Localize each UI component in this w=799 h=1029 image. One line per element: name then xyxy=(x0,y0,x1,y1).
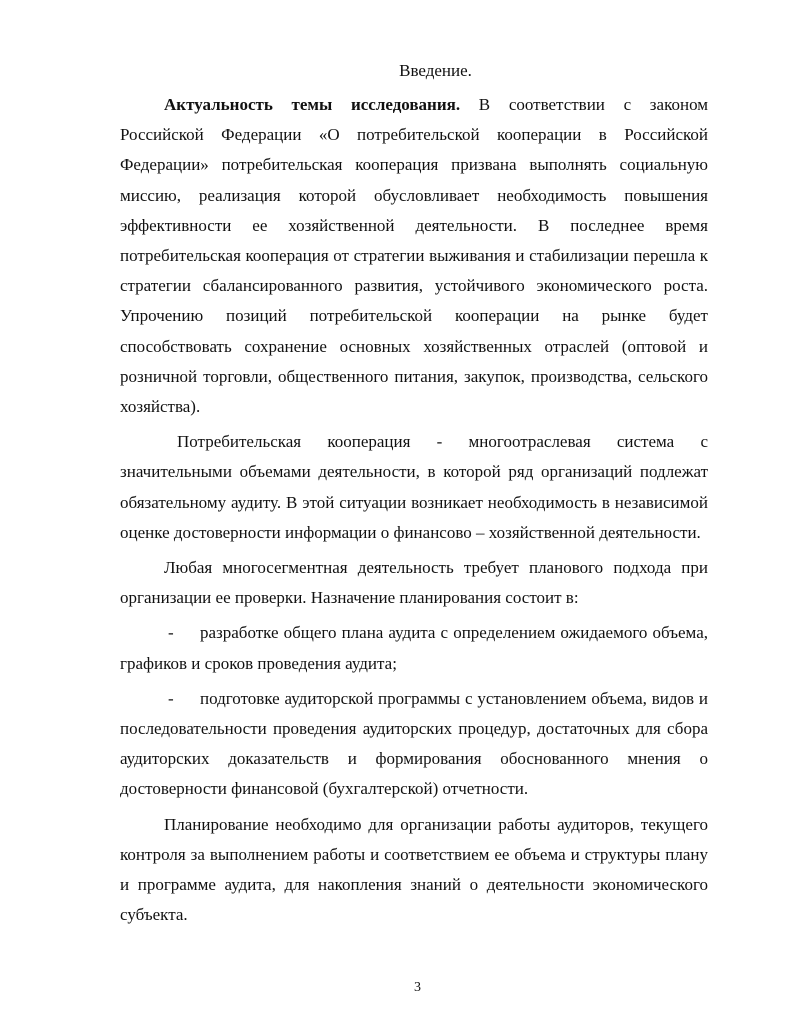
paragraph-planning-approach: Любая многосегментная деятельность требует планового подхода при организации ее проверки. Назначение планирования состоит в: xyxy=(120,558,708,608)
page-number: 3 xyxy=(414,980,421,995)
section-heading: Введение. xyxy=(399,61,472,80)
list-item xyxy=(120,618,708,678)
list-item-marker: - xyxy=(168,623,174,643)
list-item xyxy=(120,684,708,805)
paragraph-lead-bold: Актуальность темы исследования. xyxy=(164,95,461,114)
paragraph-relevance xyxy=(120,90,708,422)
list-item-marker: - xyxy=(168,688,174,708)
paragraph-consumer-cooperation: Потребительская кооперация - многоотраслевая система с значительными объемами деятельности, в которой ряд организаций подлежат обязательному аудиту. В этой ситуации возникает необходимость в независимой оценке достоверности информации о финансово – хозяйственной деятельности. xyxy=(120,432,708,542)
list-item-text: разработке общего плана аудита с определением ожидаемого объема, графиков и сроков проведения аудита; xyxy=(120,623,708,673)
paragraph-relevance-text: В соответствии с законом Российской Федерации «О потребительской кооперации в Российской Федерации» потребительская кооперация призвана выполнять социальную миссию, реализация которой обусловливает необходимость повышения эффективности ее хозяйственной деятельности. В последнее время потребительская кооперация от стратегии выживания и стабилизации перешла к стратегии сбалансированного развития, устойчивого экономического роста. Упрочению позиций потребительской кооперации на рынке будет способствовать сохранение основных хозяйственных отраслей (оптовой и розничной торговли, общественного питания, закупок, производства, сельского хозяйства). xyxy=(120,95,708,417)
list-item-text: подготовке аудиторской программы с установлением объема, видов и последовательности проведения аудиторских процедур, достаточных для сбора аудиторских доказательств и формирования обоснованного мнения о достоверности финансовой (бухгалтерской) отчетности. xyxy=(120,688,708,799)
document-body xyxy=(120,90,708,930)
paragraph-planning-necessity: Планирование необходимо для организации работы аудиторов, текущего контроля за выполнением работы и соответствием ее объема и структуры плану и программе аудита, для накопления знаний о деятельности экономического субъекта. xyxy=(120,814,708,925)
